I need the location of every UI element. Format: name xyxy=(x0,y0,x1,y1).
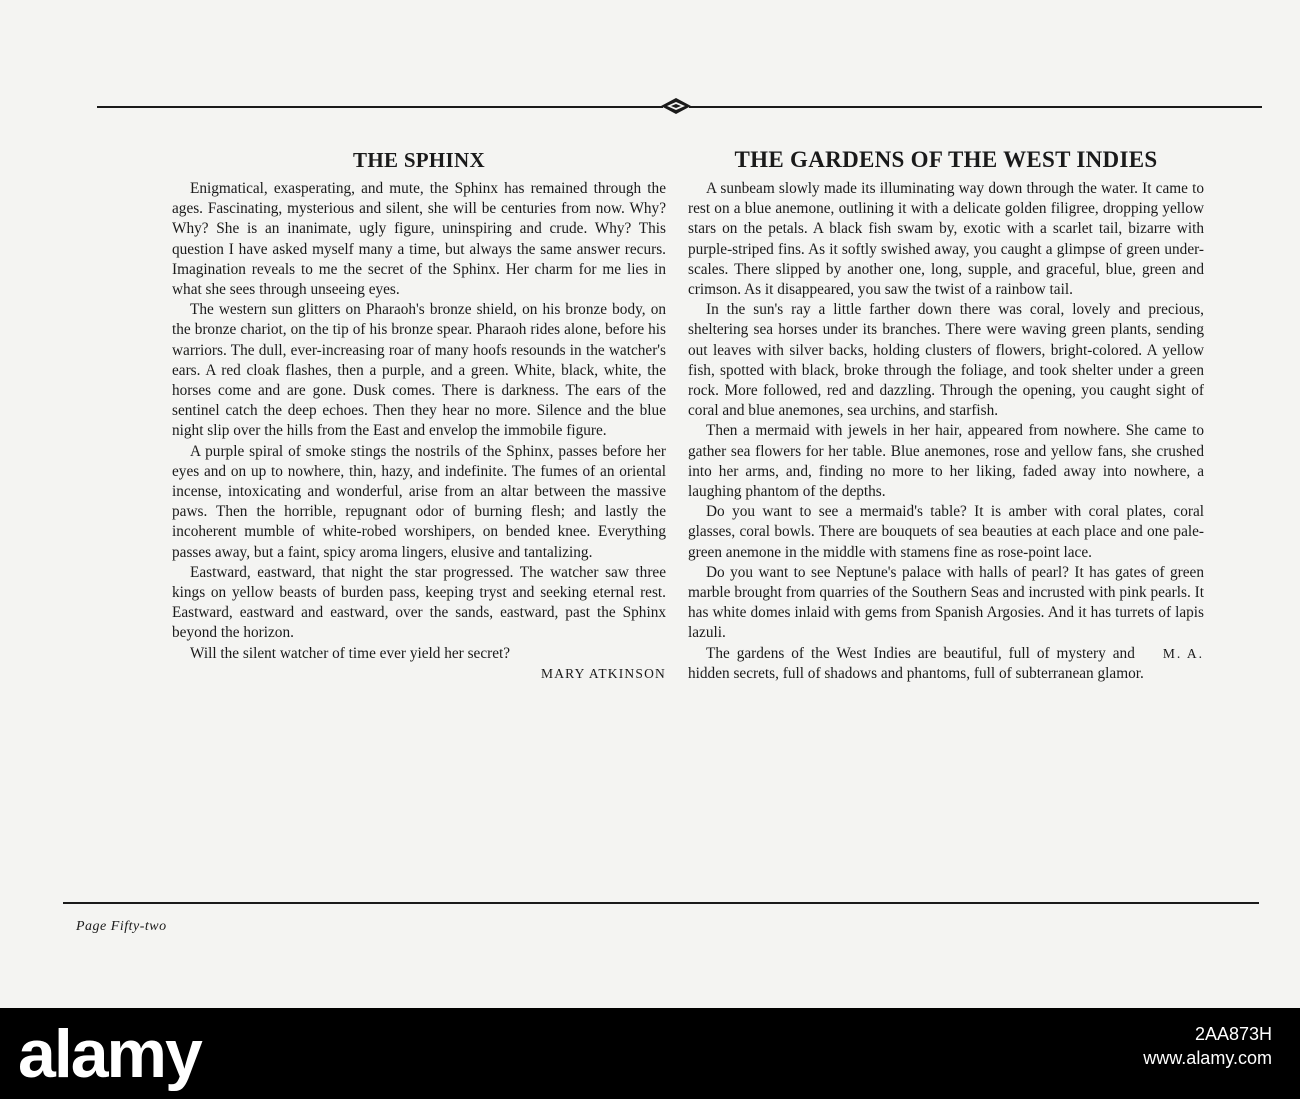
gardens-title: THE GARDENS OF THE WEST INDIES xyxy=(734,147,1158,172)
top-rule-right xyxy=(689,106,1262,108)
gardens-paragraph-2: In the sun's ray a little farther down there was coral, lovely and precious, sheltering sea horses under its branches. There were waving green plants, sending out leaves with silver backs, holding clusters of flowers, bright-colored. A yellow fish, spotted with black, broke through the foliage, and took shelter under a green rock. More followed, red and dazzling. Through the opening, you caught sight of coral and blue anemones, sea urchins, and starfish. xyxy=(688,301,1204,420)
page-number: Page Fifty-two xyxy=(76,919,167,934)
image-id-text: 2AA873H xyxy=(1194,1024,1272,1044)
gardens-paragraph-3: Then a mermaid with jewels in her hair, appeared from nowhere. She came to gather sea flowers for her table. Blue anemones, rose and yellow fans, she crushed into her arms, and, finding no more to her liking, faded away into nowhere, a laughing phantom of the depths. xyxy=(688,422,1204,501)
gardens-article xyxy=(688,146,1204,684)
sphinx-title: THE SPHINX xyxy=(353,148,485,172)
sphinx-author: MARY ATKINSON xyxy=(541,665,666,681)
sphinx-paragraph-5: Will the silent watcher of time ever yield her secret? xyxy=(190,644,511,662)
gardens-author: M. A. xyxy=(1162,645,1204,661)
sphinx-paragraph-1: Enigmatical, exasperating, and mute, the Sphinx has remained through the ages. Fascinating, mysterious and silent, she will be centuries from now. Why? Why? She is an inanimate, ugly figure, uninspiring and crude. Why? This question I have asked myself many a time, but always the same answer recurs. Imagination reveals to me the secret of the Sphinx. Her charm for me lies in what she sees through unseeing eyes. xyxy=(172,180,666,299)
diamond-ornament-icon xyxy=(661,97,691,115)
watermark-url: www.alamy.com xyxy=(1143,1048,1272,1068)
sphinx-paragraph-4: Eastward, eastward, that night the star progressed. The watcher saw three kings on yellow beasts of burden pass, keeping tryst and seeking eternal rest. Eastward, eastward and eastward, over the sands, eastward, past the Sphinx beyond the horizon. xyxy=(172,563,666,642)
watermark-logo: alamy xyxy=(18,1016,201,1092)
sphinx-paragraph-2: The western sun glitters on Pharaoh's bronze shield, on his bronze body, on the bronze chariot, on the tip of his bronze spear. Pharaoh rides alone, before his warriors. The dull, ever-increasing roar of many hoofs resounds in the watcher's ears. A red cloak flashes, then a purple, and a green. White, black, white, the horses come and are gone. Dusk comes. There is darkness. The ears of the sentinel catch the deep echoes. Then they hear no more. Silence and the blue night slip over the hills from the East and envelop the immobile figure. xyxy=(172,301,666,440)
watermark-image-id xyxy=(1143,1022,1272,1070)
top-rule-left xyxy=(97,106,663,108)
bottom-rule xyxy=(63,902,1259,904)
gardens-paragraph-6 xyxy=(688,644,1204,684)
gardens-paragraph-6-text: The gardens of the West Indies are beautiful, full of mystery and hidden secrets, full of shadows and phantoms, full of subterranean glamor. xyxy=(688,644,1144,682)
gardens-paragraph-4: Do you want to see a mermaid's table? It is amber with coral plates, coral glasses, coral bowls. There are bouquets of sea beauties at each place and one pale-green anemone in the middle with stamens fine as rose-point lace. xyxy=(688,503,1204,561)
gardens-paragraph-1: A sunbeam slowly made its illuminating way down through the water. It came to rest on a blue anemone, outlining it with a delicate golden filigree, dropping yellow stars on the petals. A black fish swam by, exotic with a scarlet tail, bizarre with purple-striped fins. As it softly swished away, you caught a glimpse of green under-scales. There slipped by another one, long, supple, and graceful, blue, green and crimson. As it disappeared, you saw the twist of a rainbow tail. xyxy=(688,180,1204,299)
sphinx-paragraph-3: A purple spiral of smoke stings the nostrils of the Sphinx, passes before her eyes and on up to nowhere, thin, hazy, and indefinite. The fumes of an oriental incense, intoxicating and wonderful, arise from an altar between the massive paws. Then the horrible, repugnant odor of burning flesh; and lastly the incoherent mumble of white-robed worshipers, on bended knee. Everything passes away, but a faint, spicy aroma lingers, elusive and tantalizing. xyxy=(172,442,666,561)
sphinx-article xyxy=(172,146,666,683)
gardens-paragraph-5: Do you want to see Neptune's palace with halls of pearl? It has gates of green marble brought from quarries of the Southern Seas and incrusted with pink pearls. It has white domes inlaid with gems from Spanish Argosies. And it has turrets of lapis lazuli. xyxy=(688,563,1204,642)
